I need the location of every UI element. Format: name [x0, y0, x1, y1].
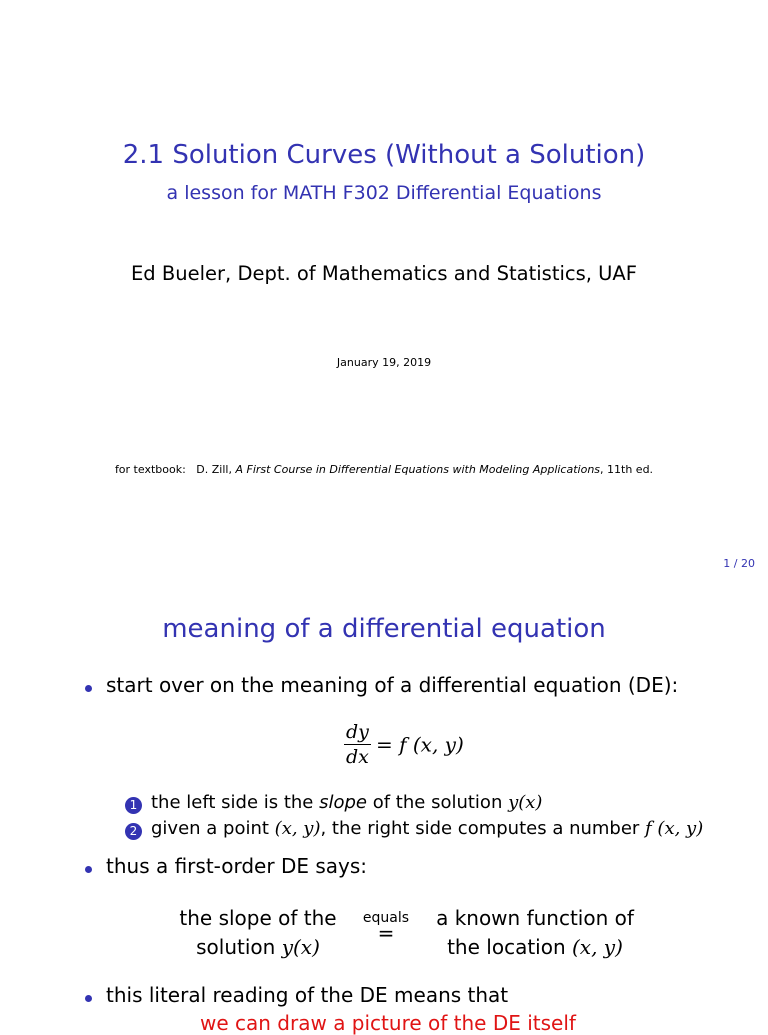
enum-item-1-emphasis: slope	[319, 792, 368, 813]
author-line: Ed Bueler, Dept. of Mathematics and Statistics, UAF	[130, 262, 637, 285]
fraction-numerator: dy	[346, 721, 369, 743]
function-line-2-math: (x, y)	[572, 935, 623, 959]
equals-stack	[356, 910, 416, 945]
date-line: January 19, 2019	[336, 356, 432, 369]
enum-item-2	[151, 818, 703, 839]
textbook-line	[0, 463, 768, 476]
equation	[344, 720, 464, 769]
enum-item-1-text: the left side is the	[151, 792, 320, 813]
textbook-prefix: for textbook:	[114, 463, 186, 476]
textbook-edition: , 11th ed.	[600, 463, 654, 476]
slide-subtitle: a lesson for MATH F302 Differential Equations	[166, 182, 602, 204]
enum-item-2-text-2: , the right side computes a number	[320, 818, 646, 839]
equals-label: equals	[362, 910, 410, 926]
bullet-marker	[85, 995, 92, 1002]
function-line-1: a known function of	[436, 906, 634, 930]
enum-item-1-math: y(x)	[508, 792, 543, 813]
slide-title: 2.1 Solution Curves (Without a Solution)	[122, 140, 646, 170]
enum-marker-1: 1	[125, 797, 142, 814]
highlight-line: we can draw a picture of the DE itself	[200, 1011, 576, 1035]
textbook-title: A First Course in Differential Equations with Modeling Applications	[235, 463, 601, 476]
slope-description	[175, 904, 341, 962]
slope-line-2-text: solution	[196, 935, 282, 959]
enum-item-2-math-1: (x, y)	[274, 818, 321, 839]
bullet-text-3: this literal reading of the DE means that	[106, 983, 509, 1007]
function-line-2-text: the location	[447, 935, 572, 959]
function-line-2	[430, 933, 640, 962]
bullet-text-1: start over on the meaning of a differential equation (DE):	[106, 673, 679, 697]
enum-item-2-math-2: f (x, y)	[645, 818, 704, 839]
slope-line-1: the slope of the	[179, 906, 337, 930]
bullet-marker	[85, 866, 92, 873]
fraction-denominator: dx	[346, 746, 369, 768]
slope-line-2	[175, 933, 341, 962]
bullet-text-2: thus a first-order DE says:	[106, 854, 368, 878]
equation-rhs: = f (x, y)	[376, 732, 464, 757]
enum-marker-2: 2	[125, 823, 142, 840]
bullet-marker	[85, 685, 92, 692]
enum-item-2-text: given a point	[151, 818, 275, 839]
enum-item-1	[151, 792, 542, 813]
equals-symbol: =	[377, 921, 395, 945]
enum-item-1-text-2: of the solution	[367, 792, 509, 813]
page-number: 1 / 20	[723, 557, 755, 570]
slope-line-2-math: y(x)	[281, 935, 320, 959]
fraction	[344, 720, 371, 769]
frame-title: meaning of a differential equation	[162, 614, 606, 644]
textbook-author: D. Zill,	[196, 463, 232, 476]
function-description	[430, 904, 640, 962]
